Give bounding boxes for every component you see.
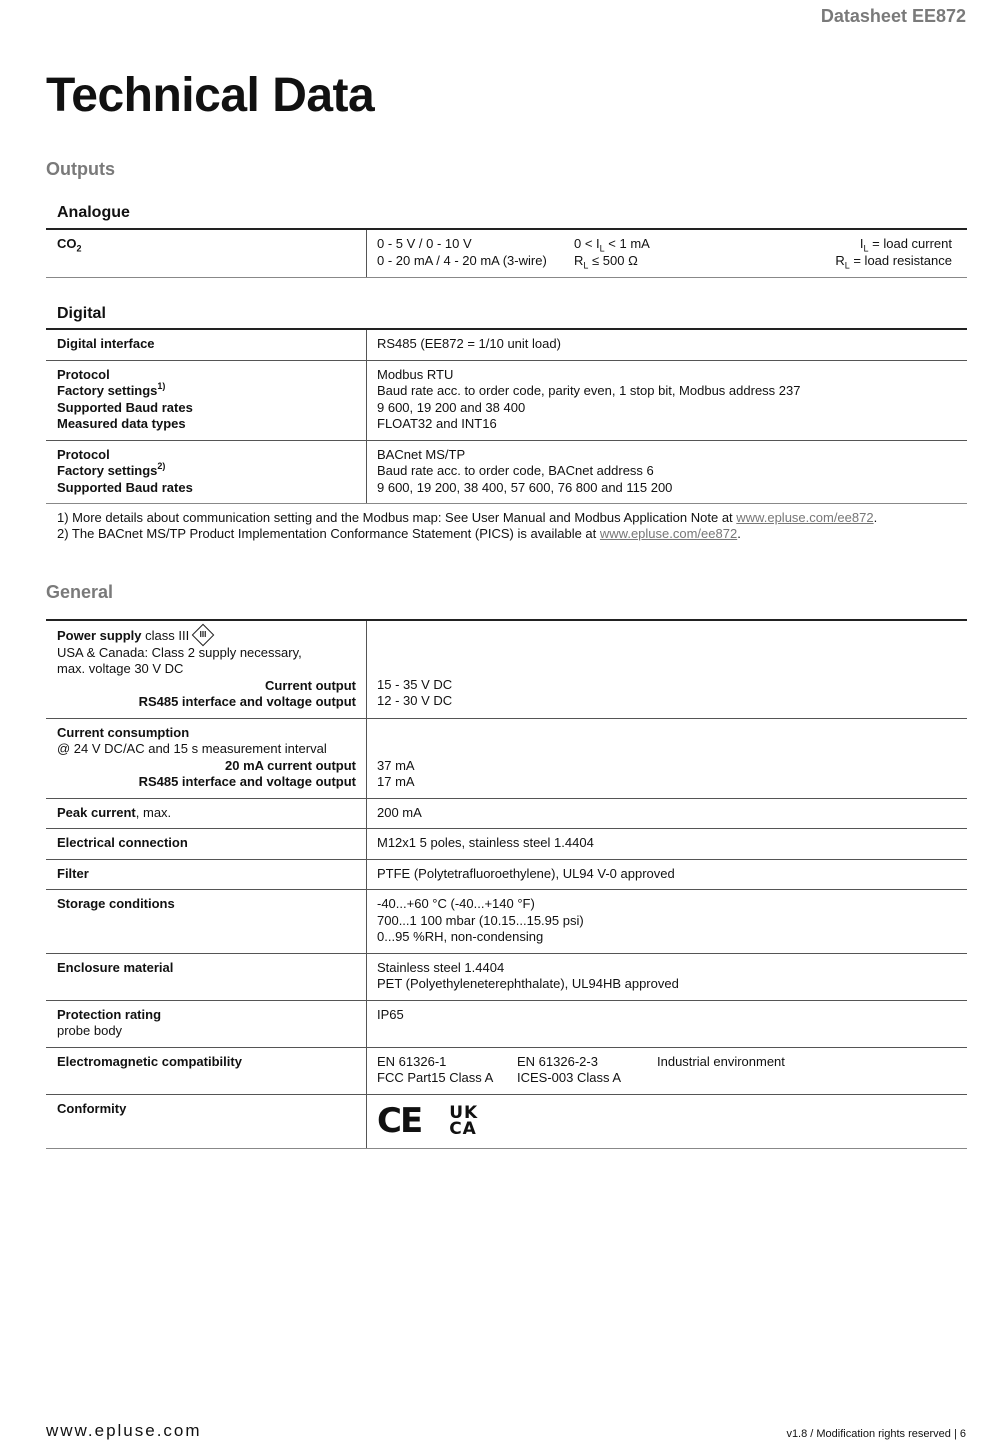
footer-website: www.epluse.com — [46, 1421, 202, 1440]
ce-mark-icon: CE — [377, 1100, 422, 1141]
load-current-limit: $0 < I_L < 1$ mA — [574, 236, 650, 254]
footnote-1: 1) More details about communication setting and the Modbus map: See User Manual and Modbus Application Note at www.epluse.com/ee872. — [57, 510, 878, 525]
bacnet-labels: Protocol Factory settings$^{2)}$ Supported Baud rates — [46, 441, 367, 504]
sub-heading-digital: Digital — [57, 305, 106, 322]
current-consumption-label: Current consumption @ 24 V DC/AC and 15 s measurement interval 20 mA current output RS485 interface and voltage output — [46, 719, 367, 798]
table-row — [46, 799, 967, 830]
current-consumption-values: 37 mA 17 mA — [377, 757, 415, 789]
general-table — [46, 619, 967, 1149]
electrical-connection-label: Electrical connection — [46, 829, 367, 859]
load-current-legend: $I_L$ = load current — [859, 236, 952, 254]
filter-value: PTFE (Polytetrafluoroethylene), UL94 V-0 approved — [377, 865, 675, 881]
enclosure-material-label: Enclosure material — [46, 954, 367, 1000]
emc-values: EN 61326-1 FCC Part15 Class A EN 61326-2-3 ICES-003 Class A Industrial environment — [377, 1053, 785, 1085]
enclosure-material-values: Stainless steel 1.4404 PET (Polyethyleneterephthalate), UL94HB approved — [377, 959, 679, 991]
table-row — [46, 230, 967, 278]
electrical-connection-value: M12x1 5 poles, stainless steel 1.4404 — [377, 835, 594, 850]
conformity-label: Conformity — [46, 1095, 367, 1148]
document-header: Datasheet EE872 — [820, 6, 966, 26]
peak-current-label: Peak current, max. — [46, 799, 367, 829]
storage-conditions-values: -40...+60 °C (-40...+140 °F) 700...1 100 mbar (10.15...15.95 psi) 0...95 %RH, non-condensing — [377, 896, 584, 944]
footnote-1-link[interactable]: www.epluse.com/ee872 — [736, 510, 874, 525]
modbus-values: Modbus RTU Baud rate acc. to order code, parity even, 1 stop bit, Modbus address 237 9 600, 19 200 and 38 400 FLOAT32 and INT16 — [377, 366, 801, 431]
emc-label: Electromagnetic compatibility — [46, 1048, 367, 1094]
table-row — [46, 829, 967, 860]
footnote-2: 2) The BACnet MS/TP Product Implementation Conformance Statement (PICS) is available at www.epluse.com/ee872. — [57, 526, 741, 541]
digital-table — [46, 328, 967, 504]
table-row — [46, 954, 967, 1001]
co2-label: $CO_2$ — [46, 230, 367, 277]
footnote-2-link[interactable]: www.epluse.com/ee872 — [599, 526, 738, 541]
table-row — [46, 890, 967, 954]
ukca-mark-icon: UK CA — [449, 1102, 479, 1139]
table-row — [46, 1048, 967, 1095]
digital-interface-value: RS485 (EE872 = 1/10 unit load) — [377, 336, 561, 351]
co2-values — [367, 230, 967, 277]
table-row — [46, 1095, 967, 1149]
table-row — [46, 441, 967, 505]
filter-label: Filter — [46, 860, 367, 890]
conformity-marks — [367, 1095, 967, 1148]
footnotes — [57, 510, 877, 542]
analogue-voltage-range: 0 - 5 V / 0 - 10 V — [377, 236, 472, 251]
footer-version: v1.8 / Modification rights reserved | 6 — [786, 1428, 966, 1440]
sub-heading-analogue: Analogue — [57, 204, 130, 221]
section-heading-outputs: Outputs — [46, 159, 115, 179]
analogue-current-range: 0 - 20 mA / 4 - 20 mA (3-wire) — [377, 252, 547, 268]
class-iii-icon: III — [192, 624, 215, 647]
section-heading-general: General — [46, 582, 114, 602]
storage-conditions-label: Storage conditions — [46, 890, 367, 953]
digital-interface-label: Digital interface — [46, 330, 367, 360]
page-title: Technical Data — [46, 69, 375, 122]
table-row — [46, 1001, 967, 1048]
table-row — [46, 621, 967, 719]
table-row — [46, 361, 967, 441]
modbus-labels: Protocol Factory settings$^{1)}$ Supported Baud rates Measured data types — [46, 361, 367, 440]
load-resistance-limit: $R_L \le 500$ Ω — [574, 252, 638, 271]
table-row — [46, 719, 967, 799]
power-supply-values: 15 - 35 V DC 12 - 30 V DC — [377, 676, 453, 708]
table-row — [46, 330, 967, 361]
table-row — [46, 860, 967, 891]
protection-rating-label: Protection rating probe body — [46, 1001, 367, 1047]
load-resistance-legend: $R_L$ = load resistance — [835, 252, 952, 271]
power-supply-label: Power supply class III III USA & Canada: Class 2 supply necessary, max. voltage 30 V DC Current output RS485 interface and voltage output — [46, 621, 367, 718]
bacnet-values: BACnet MS/TP Baud rate acc. to order code, BACnet address 6 9 600, 19 200, 38 400, 57 600, 76 800 and 115 200 — [377, 446, 673, 495]
analogue-table — [46, 228, 967, 278]
peak-current-value: 200 mA — [377, 804, 422, 820]
protection-rating-value: IP65 — [377, 1006, 404, 1022]
